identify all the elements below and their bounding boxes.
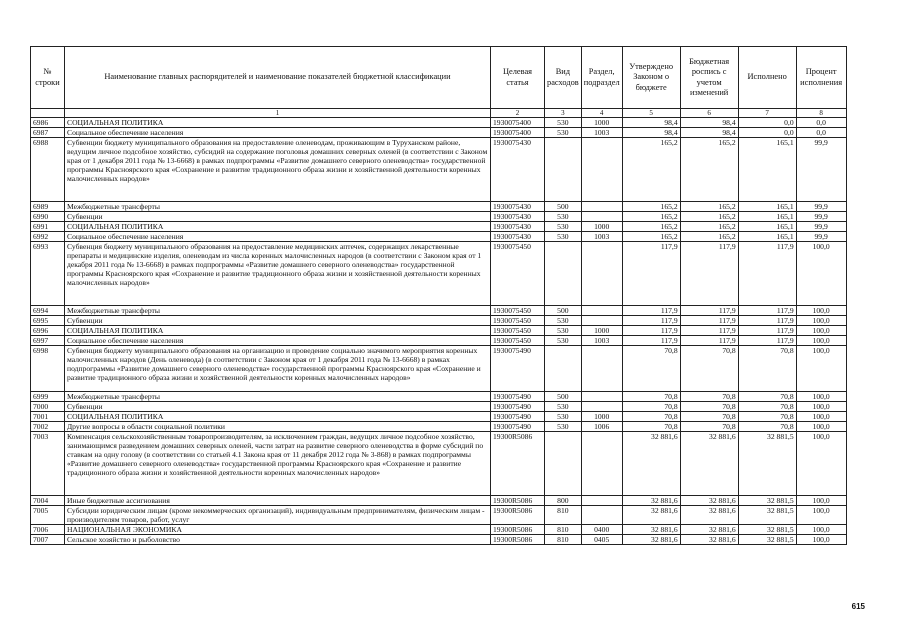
row-executed: 0,0 bbox=[738, 118, 796, 128]
row-approved: 70,8 bbox=[622, 392, 680, 402]
row-kind bbox=[545, 138, 582, 202]
row-number: 7003 bbox=[31, 432, 65, 496]
row-percent: 99,9 bbox=[796, 202, 846, 212]
column-number: 3 bbox=[545, 109, 582, 118]
header-row bbox=[31, 47, 847, 109]
row-number: 6990 bbox=[31, 212, 65, 222]
row-approved: 32 881,6 bbox=[622, 506, 680, 525]
row-plan: 117,9 bbox=[680, 336, 738, 346]
column-number bbox=[31, 109, 65, 118]
row-approved: 165,2 bbox=[622, 212, 680, 222]
row-target: 1930075490 bbox=[491, 392, 545, 402]
row-name: Социальное обеспечение населения bbox=[65, 232, 491, 242]
row-target: 1930075430 bbox=[491, 222, 545, 232]
row-name: Социальное обеспечение населения bbox=[65, 336, 491, 346]
row-number: 6986 bbox=[31, 118, 65, 128]
row-section bbox=[581, 506, 622, 525]
row-kind: 530 bbox=[545, 118, 582, 128]
row-number: 6987 bbox=[31, 128, 65, 138]
row-plan: 165,2 bbox=[680, 222, 738, 232]
row-percent: 100,0 bbox=[796, 336, 846, 346]
row-kind: 810 bbox=[545, 525, 582, 535]
row-section bbox=[581, 402, 622, 412]
row-plan: 165,2 bbox=[680, 232, 738, 242]
row-percent: 100,0 bbox=[796, 242, 846, 306]
table-row bbox=[31, 242, 847, 306]
column-number: 5 bbox=[622, 109, 680, 118]
row-approved: 117,9 bbox=[622, 336, 680, 346]
row-section: 1003 bbox=[581, 232, 622, 242]
row-executed: 70,8 bbox=[738, 346, 796, 392]
row-plan: 117,9 bbox=[680, 242, 738, 306]
table-row bbox=[31, 316, 847, 326]
row-kind: 530 bbox=[545, 422, 582, 432]
row-plan: 117,9 bbox=[680, 316, 738, 326]
row-plan: 32 881,6 bbox=[680, 432, 738, 496]
row-percent: 100,0 bbox=[796, 422, 846, 432]
table-row bbox=[31, 432, 847, 496]
row-section bbox=[581, 316, 622, 326]
column-number: 8 bbox=[796, 109, 846, 118]
row-plan: 70,8 bbox=[680, 392, 738, 402]
table-row bbox=[31, 496, 847, 506]
column-number: 6 bbox=[680, 109, 738, 118]
row-percent: 100,0 bbox=[796, 326, 846, 336]
row-target: 1930075490 bbox=[491, 422, 545, 432]
row-percent: 100,0 bbox=[796, 306, 846, 316]
row-section: 1003 bbox=[581, 128, 622, 138]
row-name: Социальное обеспечение населения bbox=[65, 128, 491, 138]
row-plan: 70,8 bbox=[680, 402, 738, 412]
row-plan: 165,2 bbox=[680, 202, 738, 212]
row-target: 1930075450 bbox=[491, 306, 545, 316]
table-row bbox=[31, 128, 847, 138]
row-number: 6988 bbox=[31, 138, 65, 202]
row-section: 1000 bbox=[581, 222, 622, 232]
row-approved: 32 881,6 bbox=[622, 496, 680, 506]
row-name: Субвенции bbox=[65, 212, 491, 222]
table-row bbox=[31, 118, 847, 128]
row-executed: 0,0 bbox=[738, 128, 796, 138]
header-name: Наименование главных распорядителей и наименование показателей бюджетной классификации bbox=[65, 47, 491, 109]
row-target: 19300R5086 bbox=[491, 535, 545, 545]
row-name: Субвенции bbox=[65, 316, 491, 326]
row-name: Субвенции бюджету муниципального образования на предоставление оленеводам, проживающим в Туруханском районе, ведущим личное подсобное хозяйство, субсидий на содержание поголовья домашних северных оленей (в соответствии с Законом края от 1 декабря 2011 года № 13-6668) в рамках подпрограммы «Развитие домашнего северного оленеводства» государственной программы Красноярского края «Сохранение и развитие традиционного образа жизни и хозяйственной деятельности коренных малочисленных народов» bbox=[65, 138, 491, 202]
header-section: Раздел, подраздел bbox=[581, 47, 622, 109]
row-target: 19300R5086 bbox=[491, 496, 545, 506]
row-executed: 70,8 bbox=[738, 402, 796, 412]
row-kind: 500 bbox=[545, 202, 582, 212]
row-name: Субвенции bbox=[65, 402, 491, 412]
row-percent: 100,0 bbox=[796, 506, 846, 525]
row-number: 7002 bbox=[31, 422, 65, 432]
row-number: 7001 bbox=[31, 412, 65, 422]
row-kind bbox=[545, 242, 582, 306]
row-number: 6991 bbox=[31, 222, 65, 232]
row-percent: 100,0 bbox=[796, 535, 846, 545]
header-row-no: № строки bbox=[31, 47, 65, 109]
row-executed: 32 881,5 bbox=[738, 525, 796, 535]
row-target: 1930075490 bbox=[491, 346, 545, 392]
row-name: Сельское хозяйство и рыболовство bbox=[65, 535, 491, 545]
row-target: 1930075430 bbox=[491, 212, 545, 222]
row-name: СОЦИАЛЬНАЯ ПОЛИТИКА bbox=[65, 118, 491, 128]
row-section: 1006 bbox=[581, 422, 622, 432]
row-section bbox=[581, 392, 622, 402]
row-target: 1930075450 bbox=[491, 326, 545, 336]
row-section bbox=[581, 432, 622, 496]
row-percent: 100,0 bbox=[796, 346, 846, 392]
row-percent: 99,9 bbox=[796, 212, 846, 222]
row-executed: 165,1 bbox=[738, 202, 796, 212]
column-number-row bbox=[31, 109, 847, 118]
header-approved: Утверждено Законом о бюджете bbox=[622, 47, 680, 109]
row-plan: 117,9 bbox=[680, 306, 738, 316]
row-percent: 100,0 bbox=[796, 412, 846, 422]
row-name: Межбюджетные трансферты bbox=[65, 392, 491, 402]
table-row bbox=[31, 138, 847, 202]
row-executed: 117,9 bbox=[738, 326, 796, 336]
row-number: 6993 bbox=[31, 242, 65, 306]
row-number: 6992 bbox=[31, 232, 65, 242]
row-approved: 70,8 bbox=[622, 422, 680, 432]
row-name: Иные бюджетные ассигнования bbox=[65, 496, 491, 506]
row-target: 1930075450 bbox=[491, 316, 545, 326]
page-number: 615 bbox=[851, 602, 865, 611]
row-approved: 165,2 bbox=[622, 202, 680, 212]
column-number: 7 bbox=[738, 109, 796, 118]
table-row bbox=[31, 336, 847, 346]
row-kind: 500 bbox=[545, 392, 582, 402]
row-section bbox=[581, 138, 622, 202]
row-target: 1930075400 bbox=[491, 118, 545, 128]
table-row bbox=[31, 326, 847, 336]
row-kind: 530 bbox=[545, 212, 582, 222]
row-number: 6995 bbox=[31, 316, 65, 326]
row-name: СОЦИАЛЬНАЯ ПОЛИТИКА bbox=[65, 412, 491, 422]
row-section: 1000 bbox=[581, 326, 622, 336]
row-plan: 32 881,6 bbox=[680, 525, 738, 535]
row-section bbox=[581, 496, 622, 506]
row-approved: 165,2 bbox=[622, 222, 680, 232]
row-executed: 70,8 bbox=[738, 422, 796, 432]
row-name: Межбюджетные трансферты bbox=[65, 306, 491, 316]
row-percent: 0,0 bbox=[796, 128, 846, 138]
row-section: 0400 bbox=[581, 525, 622, 535]
row-number: 7005 bbox=[31, 506, 65, 525]
row-section: 1003 bbox=[581, 336, 622, 346]
row-percent: 100,0 bbox=[796, 402, 846, 412]
header-target: Целевая статья bbox=[491, 47, 545, 109]
row-kind bbox=[545, 432, 582, 496]
row-number: 7004 bbox=[31, 496, 65, 506]
row-plan: 98,4 bbox=[680, 128, 738, 138]
row-executed: 70,8 bbox=[738, 412, 796, 422]
row-approved: 98,4 bbox=[622, 128, 680, 138]
row-approved: 70,8 bbox=[622, 412, 680, 422]
row-number: 7000 bbox=[31, 402, 65, 412]
row-section bbox=[581, 306, 622, 316]
row-name: Субвенция бюджету муниципального образования на предоставление медицинских аптечек, содержащих лекарственные препараты и медицинские изделия, оленеводам из числа коренных малочисленных народов (в соответствии с Законом края от 1 декабря 2011 года № 13-6668) в рамках подпрограммы «Развитие домашнего северного оленеводства» государственной программы Красноярского края «Сохранение и развитие традиционного образа жизни и хозяйственной деятельности коренных малочисленных народов» bbox=[65, 242, 491, 306]
row-executed: 117,9 bbox=[738, 306, 796, 316]
row-kind: 530 bbox=[545, 326, 582, 336]
row-kind: 530 bbox=[545, 402, 582, 412]
table-row bbox=[31, 212, 847, 222]
row-percent: 100,0 bbox=[796, 392, 846, 402]
row-percent: 99,9 bbox=[796, 232, 846, 242]
row-plan: 165,2 bbox=[680, 212, 738, 222]
row-kind: 810 bbox=[545, 535, 582, 545]
table-row bbox=[31, 412, 847, 422]
row-executed: 165,1 bbox=[738, 222, 796, 232]
row-target: 1930075430 bbox=[491, 138, 545, 202]
row-plan: 165,2 bbox=[680, 138, 738, 202]
row-name: НАЦИОНАЛЬНАЯ ЭКОНОМИКА bbox=[65, 525, 491, 535]
row-plan: 32 881,6 bbox=[680, 496, 738, 506]
row-approved: 70,8 bbox=[622, 402, 680, 412]
row-approved: 32 881,6 bbox=[622, 432, 680, 496]
row-approved: 32 881,6 bbox=[622, 525, 680, 535]
row-name: Компенсация сельскохозяйственным товаропроизводителям, за исключением граждан, ведущих личное подсобное хозяйство, занимающимся разведением домашних северных оленей, части затрат на развитие северного оленеводства в форме субсидий по ставкам на одну голову (в соответствии со статьей 4.1 Закона края от 11 декабря 2012 года № 3-868) в рамках подпрограммы «Развитие домашнего северного оленеводства» государственной программы Красноярского края «Сохранение и развитие традиционного образа жизни и хозяйственной деятельности коренных малочисленных народов» bbox=[65, 432, 491, 496]
row-kind: 530 bbox=[545, 316, 582, 326]
row-target: 1930075490 bbox=[491, 402, 545, 412]
header-percent: Процент исполнения bbox=[796, 47, 846, 109]
row-target: 1930075490 bbox=[491, 412, 545, 422]
row-section bbox=[581, 202, 622, 212]
row-plan: 98,4 bbox=[680, 118, 738, 128]
row-kind: 530 bbox=[545, 412, 582, 422]
row-executed: 32 881,5 bbox=[738, 496, 796, 506]
table-row bbox=[31, 346, 847, 392]
header-kind: Вид расходов bbox=[545, 47, 582, 109]
table-row bbox=[31, 422, 847, 432]
row-executed: 70,8 bbox=[738, 392, 796, 402]
table-row bbox=[31, 392, 847, 402]
table-body bbox=[31, 118, 847, 545]
row-target: 19300R5086 bbox=[491, 432, 545, 496]
row-target: 1930075430 bbox=[491, 232, 545, 242]
row-percent: 0,0 bbox=[796, 118, 846, 128]
table-row bbox=[31, 402, 847, 412]
budget-report-sheet bbox=[30, 46, 847, 545]
table-row bbox=[31, 506, 847, 525]
row-executed: 165,1 bbox=[738, 212, 796, 222]
row-section bbox=[581, 212, 622, 222]
row-kind: 530 bbox=[545, 222, 582, 232]
row-number: 6994 bbox=[31, 306, 65, 316]
table-row bbox=[31, 232, 847, 242]
row-target: 1930075450 bbox=[491, 242, 545, 306]
row-name: Субвенция бюджету муниципального образования на организацию и проведение социально значимого мероприятия коренных малочисленных народов (День оленевода) (в соответствии с Законом края от 1 декабря 2011 года № 13-6668) в рамках подпрограммы «Развитие домашнего северного оленеводства» государственной программы Красноярского края «Сохранение и развитие традиционного образа жизни и хозяйственной деятельности коренных малочисленных народов» bbox=[65, 346, 491, 392]
table-row bbox=[31, 525, 847, 535]
row-name: Другие вопросы в области социальной политики bbox=[65, 422, 491, 432]
row-executed: 117,9 bbox=[738, 242, 796, 306]
row-section bbox=[581, 346, 622, 392]
row-number: 6989 bbox=[31, 202, 65, 212]
row-plan: 117,9 bbox=[680, 326, 738, 336]
row-section: 1000 bbox=[581, 118, 622, 128]
row-percent: 100,0 bbox=[796, 432, 846, 496]
row-section: 1000 bbox=[581, 412, 622, 422]
row-kind bbox=[545, 346, 582, 392]
row-plan: 32 881,6 bbox=[680, 506, 738, 525]
row-plan: 70,8 bbox=[680, 422, 738, 432]
row-number: 7007 bbox=[31, 535, 65, 545]
row-number: 6998 bbox=[31, 346, 65, 392]
row-kind: 530 bbox=[545, 232, 582, 242]
row-number: 7006 bbox=[31, 525, 65, 535]
row-executed: 165,1 bbox=[738, 232, 796, 242]
header-budget-list: Бюджетная роспись с учетом изменений bbox=[680, 47, 738, 109]
row-executed: 32 881,5 bbox=[738, 506, 796, 525]
row-section: 0405 bbox=[581, 535, 622, 545]
row-percent: 100,0 bbox=[796, 525, 846, 535]
row-percent: 99,9 bbox=[796, 222, 846, 232]
column-number: 1 bbox=[65, 109, 491, 118]
table-row bbox=[31, 222, 847, 232]
row-section bbox=[581, 242, 622, 306]
row-number: 6999 bbox=[31, 392, 65, 402]
row-target: 19300R5086 bbox=[491, 525, 545, 535]
row-percent: 99,9 bbox=[796, 138, 846, 202]
row-target: 19300R5086 bbox=[491, 506, 545, 525]
row-approved: 32 881,6 bbox=[622, 535, 680, 545]
row-name: СОЦИАЛЬНАЯ ПОЛИТИКА bbox=[65, 222, 491, 232]
row-target: 1930075450 bbox=[491, 336, 545, 346]
header-executed: Исполнено bbox=[738, 47, 796, 109]
row-approved: 165,2 bbox=[622, 232, 680, 242]
row-target: 1930075430 bbox=[491, 202, 545, 212]
row-plan: 70,8 bbox=[680, 346, 738, 392]
row-kind: 530 bbox=[545, 128, 582, 138]
table-row bbox=[31, 535, 847, 545]
row-name: Субсидии юридическим лицам (кроме некоммерческих организаций), индивидуальным предпринимателям, физическим лицам - производителям товаров, работ, услуг bbox=[65, 506, 491, 525]
row-name: Межбюджетные трансферты bbox=[65, 202, 491, 212]
column-number: 2 bbox=[491, 109, 545, 118]
column-number: 4 bbox=[581, 109, 622, 118]
row-kind: 530 bbox=[545, 336, 582, 346]
row-executed: 117,9 bbox=[738, 336, 796, 346]
row-executed: 165,1 bbox=[738, 138, 796, 202]
table-row bbox=[31, 306, 847, 316]
row-executed: 32 881,5 bbox=[738, 432, 796, 496]
row-approved: 117,9 bbox=[622, 326, 680, 336]
row-approved: 117,9 bbox=[622, 242, 680, 306]
row-approved: 117,9 bbox=[622, 306, 680, 316]
row-name: СОЦИАЛЬНАЯ ПОЛИТИКА bbox=[65, 326, 491, 336]
row-percent: 100,0 bbox=[796, 496, 846, 506]
row-plan: 32 881,6 bbox=[680, 535, 738, 545]
row-kind: 500 bbox=[545, 306, 582, 316]
row-approved: 98,4 bbox=[622, 118, 680, 128]
row-kind: 810 bbox=[545, 506, 582, 525]
row-executed: 117,9 bbox=[738, 316, 796, 326]
budget-table bbox=[30, 46, 847, 545]
row-percent: 100,0 bbox=[796, 316, 846, 326]
row-number: 6996 bbox=[31, 326, 65, 336]
table-row bbox=[31, 202, 847, 212]
row-approved: 165,2 bbox=[622, 138, 680, 202]
row-number: 6997 bbox=[31, 336, 65, 346]
row-plan: 70,8 bbox=[680, 412, 738, 422]
row-executed: 32 881,5 bbox=[738, 535, 796, 545]
row-kind: 800 bbox=[545, 496, 582, 506]
row-target: 1930075400 bbox=[491, 128, 545, 138]
row-approved: 70,8 bbox=[622, 346, 680, 392]
row-approved: 117,9 bbox=[622, 316, 680, 326]
